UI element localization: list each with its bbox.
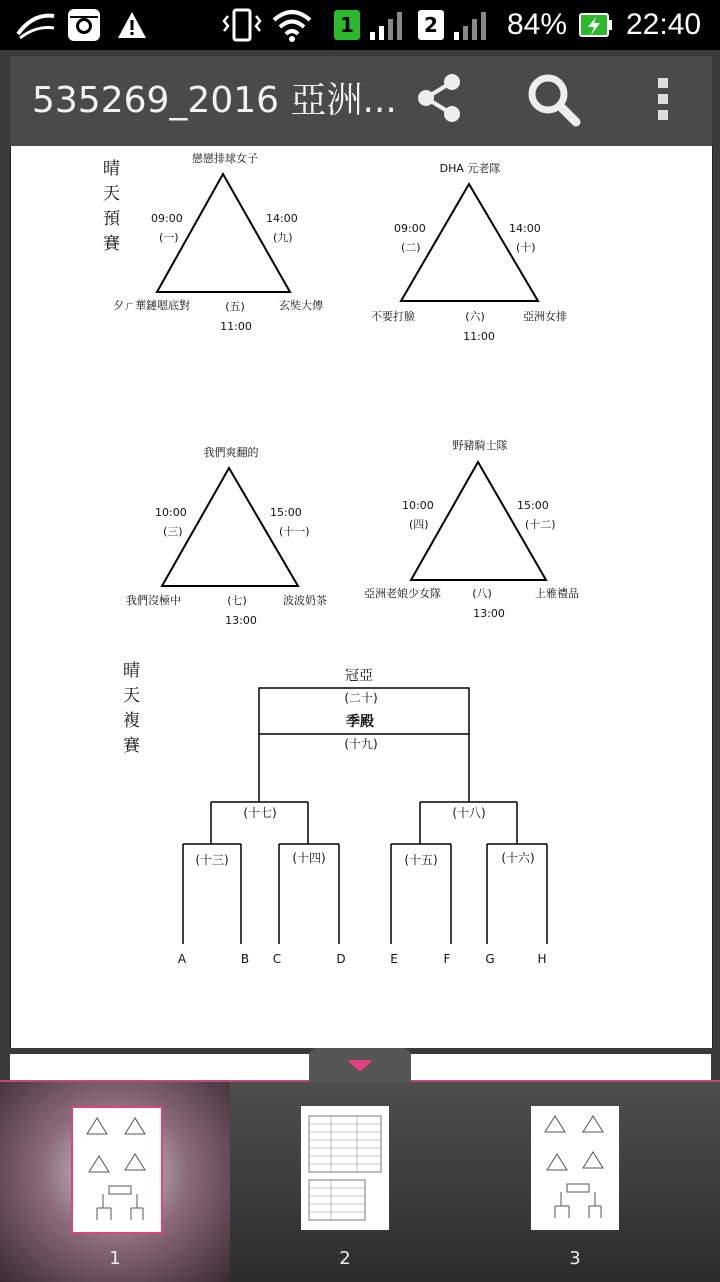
group-triangle — [364, 438, 579, 620]
group-triangle — [113, 151, 323, 333]
bracket-team: F — [443, 952, 451, 966]
document-title: 535269_2016 亞洲... — [32, 80, 397, 121]
final-match-number: (二十) — [344, 691, 378, 705]
thumbnail-image — [301, 1106, 389, 1230]
thumbnail-image — [531, 1106, 619, 1230]
group-left-team: 我們沒極中 — [126, 594, 181, 607]
wifi-icon — [272, 8, 312, 42]
group-left-team: 亞洲老娘少女隊 — [364, 587, 441, 600]
instagram-icon — [66, 7, 102, 43]
match-time: 09:00 — [394, 222, 426, 235]
group-right-team: 波波奶茶 — [283, 594, 327, 607]
sim1-signal-icon — [364, 10, 406, 42]
overflow-menu-icon[interactable] — [650, 76, 676, 122]
thumbnail-page-number: 2 — [339, 1248, 351, 1269]
match-number: (九) — [273, 231, 293, 244]
battery-percent: 84% — [507, 8, 568, 41]
page-content — [11, 146, 712, 1048]
page-thumbnail-drawer — [0, 1080, 720, 1282]
group-right-team: 玄奘大傳 — [279, 299, 323, 312]
status-bar — [0, 0, 720, 50]
final-label: 冠亞 — [345, 668, 373, 684]
search-icon[interactable] — [524, 72, 582, 128]
thumbnail-preview — [301, 1106, 389, 1230]
semi-match-number: (十七) — [243, 806, 277, 820]
quarter-match-number: (十三) — [195, 853, 229, 867]
bracket-team: C — [272, 952, 282, 966]
group-triangle — [126, 445, 327, 627]
group-top-team: 戀戀排球女子 — [192, 152, 258, 165]
drawer-toggle-handle[interactable] — [309, 1048, 411, 1082]
group-right-team: 亞洲女排 — [523, 310, 567, 323]
match-time: 14:00 — [509, 222, 541, 235]
third-match-number: (十九) — [344, 737, 378, 751]
section1-char: 賽 — [103, 234, 120, 254]
thumbnail-page-1[interactable] — [0, 1082, 230, 1282]
bracket-team: G — [485, 952, 495, 966]
match-time: 13:00 — [225, 614, 257, 627]
thumbnail-page-2[interactable] — [230, 1082, 460, 1282]
match-time: 15:00 — [270, 506, 302, 519]
sim1-icon: 1 — [334, 10, 360, 40]
group-top-team: DHA 元老隊 — [439, 162, 501, 175]
battery-charging-icon — [578, 9, 614, 41]
warning-icon — [116, 10, 148, 40]
group-right-team: 上雅禮品 — [535, 587, 579, 600]
group-left-team: 不要打臉 — [371, 310, 415, 323]
match-number: (三) — [163, 525, 183, 538]
match-number: (五) — [225, 300, 245, 313]
section2-char: 複 — [123, 711, 140, 731]
match-number: (八) — [472, 587, 492, 600]
match-number: (十一) — [279, 525, 310, 538]
group-triangle — [371, 161, 567, 343]
bracket-team: H — [537, 952, 547, 966]
section1-char: 預 — [103, 209, 120, 229]
match-number: (十) — [516, 241, 536, 254]
match-time: 14:00 — [266, 212, 298, 225]
match-number: (七) — [227, 594, 247, 607]
match-number: (一) — [159, 231, 179, 244]
match-time: 11:00 — [463, 330, 495, 343]
thumbnail-page-3[interactable] — [460, 1082, 690, 1282]
thumbnail-page-number: 1 — [109, 1248, 121, 1269]
bracket-team: E — [390, 952, 398, 966]
quarter-match-number: (十五) — [404, 853, 438, 867]
bracket-team: B — [240, 952, 250, 966]
match-number: (二) — [401, 241, 421, 254]
match-time: 15:00 — [517, 499, 549, 512]
bracket-team: A — [177, 952, 187, 966]
match-time: 13:00 — [473, 607, 505, 620]
section1-char: 晴 — [103, 159, 120, 179]
match-number: (十二) — [525, 518, 556, 531]
group-top-team: 我們爽翻的 — [203, 446, 259, 459]
vibrate-icon — [222, 8, 262, 42]
sim2-icon: 2 — [418, 10, 444, 40]
bracket-team: D — [336, 952, 346, 966]
share-icon[interactable] — [414, 72, 466, 124]
group-top-team: 野豬騎士隊 — [452, 439, 508, 452]
quarter-match-number: (十六) — [501, 851, 535, 865]
semi-match-number: (十八) — [452, 806, 486, 820]
thumbnail-preview — [73, 1108, 161, 1232]
match-number: (六) — [465, 310, 485, 323]
sim2-signal-icon — [448, 10, 494, 42]
thumbnail-image — [71, 1106, 163, 1234]
chevron-down-icon — [345, 1058, 375, 1074]
match-number: (四) — [409, 518, 429, 531]
group-left-team: 夕ㄏ華鏈嗯底對 — [113, 299, 190, 312]
signal-swoosh-icon — [14, 8, 58, 42]
match-time: 10:00 — [155, 506, 187, 519]
thumbnail-preview — [531, 1106, 619, 1230]
quarter-match-number: (十四) — [292, 851, 326, 865]
third-place-label: 季殿 — [346, 714, 374, 730]
match-time: 09:00 — [151, 212, 183, 225]
section2-char: 天 — [123, 686, 140, 706]
document-page[interactable] — [10, 146, 713, 1048]
clock: 22:40 — [626, 8, 702, 41]
section2-char: 賽 — [123, 736, 140, 756]
match-time: 10:00 — [402, 499, 434, 512]
thumbnail-page-number: 3 — [569, 1248, 581, 1269]
match-time: 11:00 — [220, 320, 252, 333]
section1-char: 天 — [103, 184, 120, 204]
section2-char: 晴 — [123, 661, 140, 681]
